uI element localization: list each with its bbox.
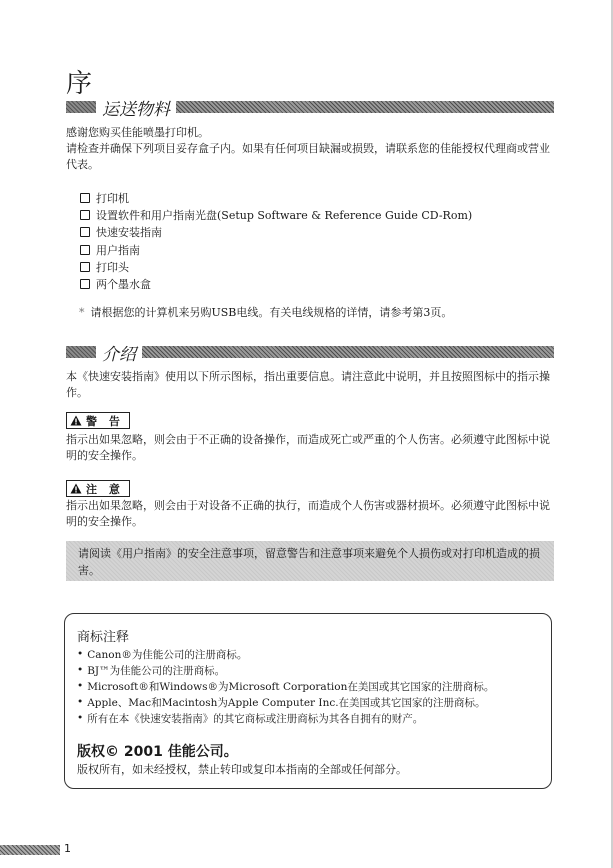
trademark-item: • Microsoft®和Windows®为Microsoft Corporation在美国或其它国家的注册商标。 <box>77 678 494 694</box>
checklist-item: 打印机 <box>80 189 472 206</box>
header-lead-bar <box>66 346 96 358</box>
shipping-intro-line2: 请检查并确保下列项目妥存盒子内。如果有任何项目缺漏或损毁，请联系您的佳能授权代理商或营业代表。 <box>66 142 550 171</box>
checklist-item: 快速安装指南 <box>80 224 472 241</box>
intro-text: 本《快速安装指南》使用以下所示图标，指出重要信息。请注意此中说明，并且按照图标中的指示操作。 <box>66 370 550 399</box>
checkbox-icon <box>80 262 90 272</box>
section-title: 运送物料 <box>102 99 170 120</box>
footer-bar <box>0 845 60 855</box>
warning-icon <box>70 415 82 426</box>
trademark-item: • BJ™为佳能公司的注册商标。 <box>77 662 494 678</box>
checklist-item: 设置软件和用户指南光盘(Setup Software & Reference Guide CD-Rom) <box>80 206 472 223</box>
usb-note-text: 请根据您的计算机来另购USB电线。有关电线规格的详情，请参考第3页。 <box>90 306 453 319</box>
section-header-shipping <box>66 97 554 120</box>
note-mark: * <box>79 306 85 319</box>
trademark-item: • 所有在本《快速安装指南》的其它商标或注册商标为其各自拥有的财产。 <box>77 710 494 726</box>
caution-icon <box>70 483 82 494</box>
trademark-item: • Apple、Mac和Macintosh为Apple Computer Inc.在美国或其它国家的注册商标。 <box>77 694 494 710</box>
section-title: 介绍 <box>102 344 136 365</box>
copyright-title: 版权© 2001 佳能公司。 <box>77 744 238 760</box>
shipping-intro-line1: 感谢您购买佳能喷墨打印机。 <box>66 126 209 139</box>
warning-text: 指示出如果忽略，则会由于不正确的设备操作，而造成死亡或严重的个人伤害。必须遵守此图标中说明的安全操作。 <box>66 433 550 462</box>
warning-label: 警 告 <box>86 414 124 428</box>
header-trail-bar <box>176 101 554 113</box>
header-trail-bar <box>142 346 554 358</box>
checkbox-icon <box>80 210 90 220</box>
caution-badge <box>66 480 130 497</box>
contents-checklist <box>80 189 472 293</box>
trademark-list <box>77 646 494 726</box>
usb-note <box>79 304 452 320</box>
page-number: 1 <box>64 842 71 855</box>
checklist-item: 两个墨水盒 <box>80 275 472 292</box>
page-title: 序 <box>66 69 94 100</box>
caution-label: 注 意 <box>86 482 124 496</box>
checklist-item: 用户指南 <box>80 241 472 258</box>
header-lead-bar <box>66 101 96 113</box>
checkbox-icon <box>80 245 90 255</box>
safety-highlight-box: 请阅读《用户指南》的安全注意事项，留意警告和注意事项来避免个人损伤或对打印机造成的损害。 <box>66 541 554 581</box>
checklist-item: 打印头 <box>80 258 472 275</box>
caution-text: 指示出如果忽略，则会由于对设备不正确的执行，而造成个人伤害或器材损坏。必须遵守此图标中说明的安全操作。 <box>66 499 550 528</box>
checkbox-icon <box>80 193 90 203</box>
checkbox-icon <box>80 279 90 289</box>
trademark-item: • Canon®为佳能公司的注册商标。 <box>77 646 494 662</box>
warning-badge <box>66 412 130 429</box>
trademark-heading: 商标注释 <box>77 630 130 645</box>
section-header-intro <box>66 342 554 365</box>
checkbox-icon <box>80 227 90 237</box>
copyright-text: 版权所有，如未经授权，禁止转印或复印本指南的全部或任何部分。 <box>77 763 407 776</box>
